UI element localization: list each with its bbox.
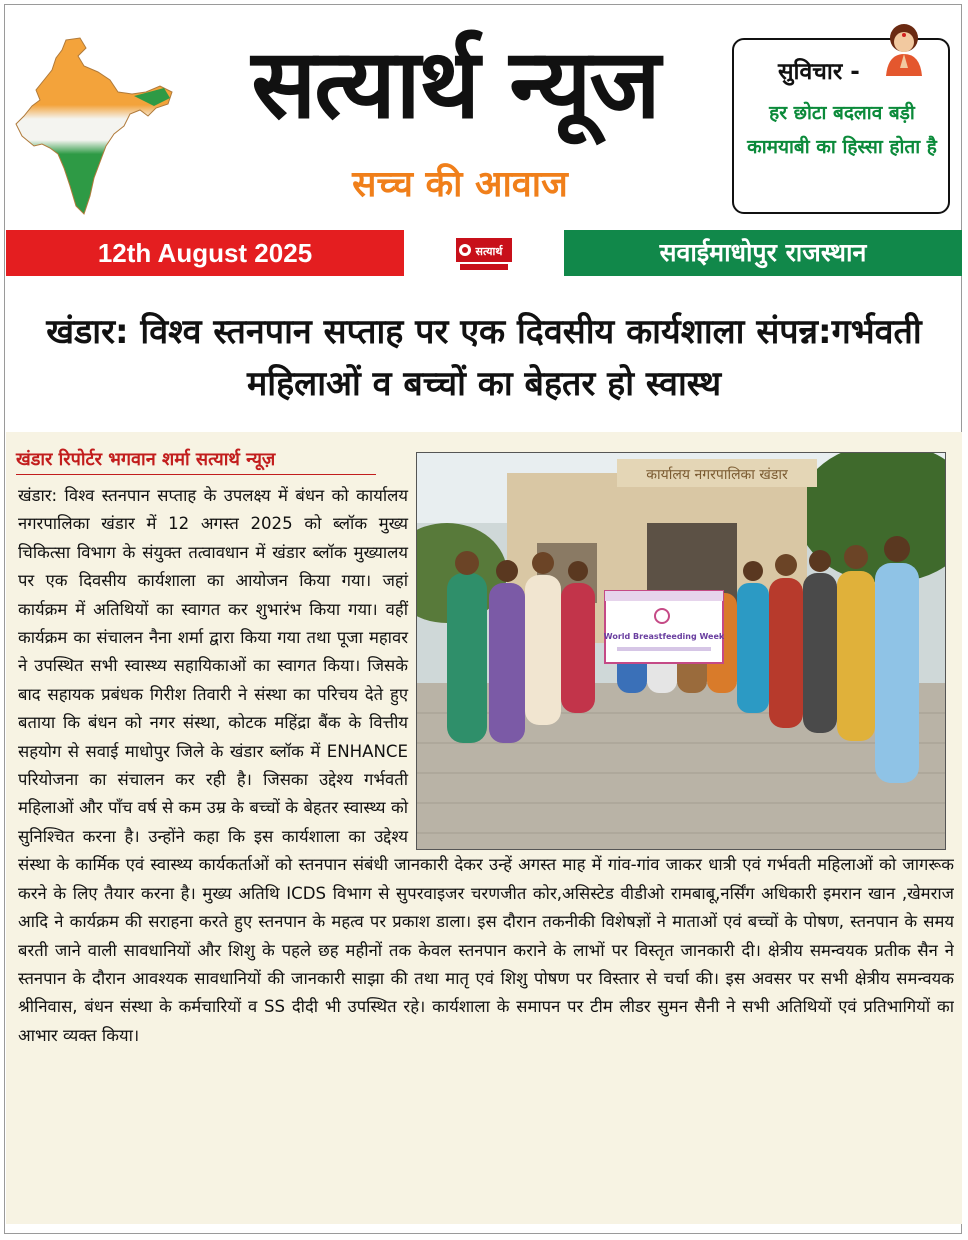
- place-bar: सवाईमाधोपुर राजस्थान: [564, 230, 962, 276]
- thought-text: हर छोटा बदलाव बड़ी कामयाबी का हिस्सा होता है: [747, 102, 937, 158]
- satyarth-logo-icon: [456, 238, 512, 272]
- tagline: सच्च की आवाज: [352, 164, 568, 205]
- india-map-icon: [14, 36, 176, 218]
- headline: खंडार: विश्व स्तनपान सप्ताह पर एक दिवसीय कार्यशाला संपन्न:गर्भवती महिलाओं व बच्चों का बेहतर हो स्वास्थ: [46, 312, 922, 404]
- article-body: खंडार: विश्व स्तनपान सप्ताह के उपलक्ष्य में बंधन को कार्यालय नगरपालिका खंडार में 12 अगस्त 2025 को ब्लॉक मुख्य चिकित्सा विभाग के संयुक्त तत्वावधान में खंडार ब्लॉक मुख्यालय पर एक दिवसीय कार्यशाला का आयोजन किया गया। जहां कार्यक्रम में अतिथियों का स्वागत कर शुभारंभ किया गया। वहीं कार्यक्रम का संचालन नैना शर्मा द्वारा किया गया तथा पूजा महावर ने उपस्थित सभी स्वास्थ्य सहायिकाओं का स्वागत किया। जिसके बाद सहायक प्रबंधक गिरीश तिवारी ने संस्था का परिचय देते हुए बताया कि बंधन को नगर संस्था, कोटक महिंद्रा बैंक के वित्तीय सहयोग से सवाई माधोपुर जिले के खंडार ब्लॉक में ENHANCE परियोजना का संचालन कर रही है। जिसका उद्देश्य गर्भवती महिलाओं और पाँच वर्ष से कम उम्र के बच्चों के बेहतर स्वास्थ्य को सुनिश्चित करना है। उन्होंने कहा कि इस कार्यशाला का उद्देश्य संस्था के कार्मिक एवं स्वास्थ्य कार्यकर्ताओं को स्तनपान संबंधी जानकारी देकर उन्हें अगस्त माह में गांव-गांव जाकर धात्री एवं गर्भवती महिलाओं को जागरूक करने के लिए तैयार करना है। मुख्य अतिथि ICDS विभाग से सुपरवाइजर चरणजीत कोर,असिस्टेड वीडीओ रामबाबू,नर्सिंग अधिकारी इमरान खान ,खेमराज आदि ने कार्यक्रम की सराहना करते हुए स्तनपान के महत्व पर प्रकाश डाला। इस दौरान तकनीकी विशेषज्ञों ने माताओं एवं बच्चों के पोषण, स्तनपान के समय बरती जाने वाली सावधानियों और शिशु के पहले छह महीनों तक केवल स्तनपान कराने के लाभों पर विस्तृत जानकारी दी। क्षेत्रीय समन्वयक प्रतीक सैन ने स्तनपान के दौरान आवश्यक सावधानियों की जानकारी साझा की तथा मातृ एवं शिशु पोषण पर विस्तार से चर्चा की। इस अवसर पर सभी क्षेत्रीय समन्वयक श्रीनिवास, बंधन संस्था के कर्मचारियों व SS दीदी भी उपस्थित रहे। कार्यशाला के समापन पर टीम लीडर सुमन सैनी ने सभी अतिथियों एवं प्रतिभागियों का आभार व्यक्त किया।: [18, 486, 954, 1045]
- building-sign: कार्यालय नगरपालिका खंडार: [646, 467, 788, 483]
- date-bar: 12th August 2025: [6, 230, 404, 276]
- banner-text: World Breastfeeding Week: [603, 632, 725, 641]
- byline: खंडार रिपोर्टर भगवान शर्मा सत्यार्थ न्यूज़: [16, 446, 376, 475]
- masthead-title: सत्यार्थ न्यूज: [251, 28, 659, 140]
- namaste-avatar-icon: [876, 18, 932, 76]
- logo-label: सत्यार्थ: [475, 245, 503, 258]
- article-body-wrap: [18, 482, 954, 1210]
- thought-title: सुविचार -: [778, 59, 860, 85]
- photo-space: [424, 482, 954, 842]
